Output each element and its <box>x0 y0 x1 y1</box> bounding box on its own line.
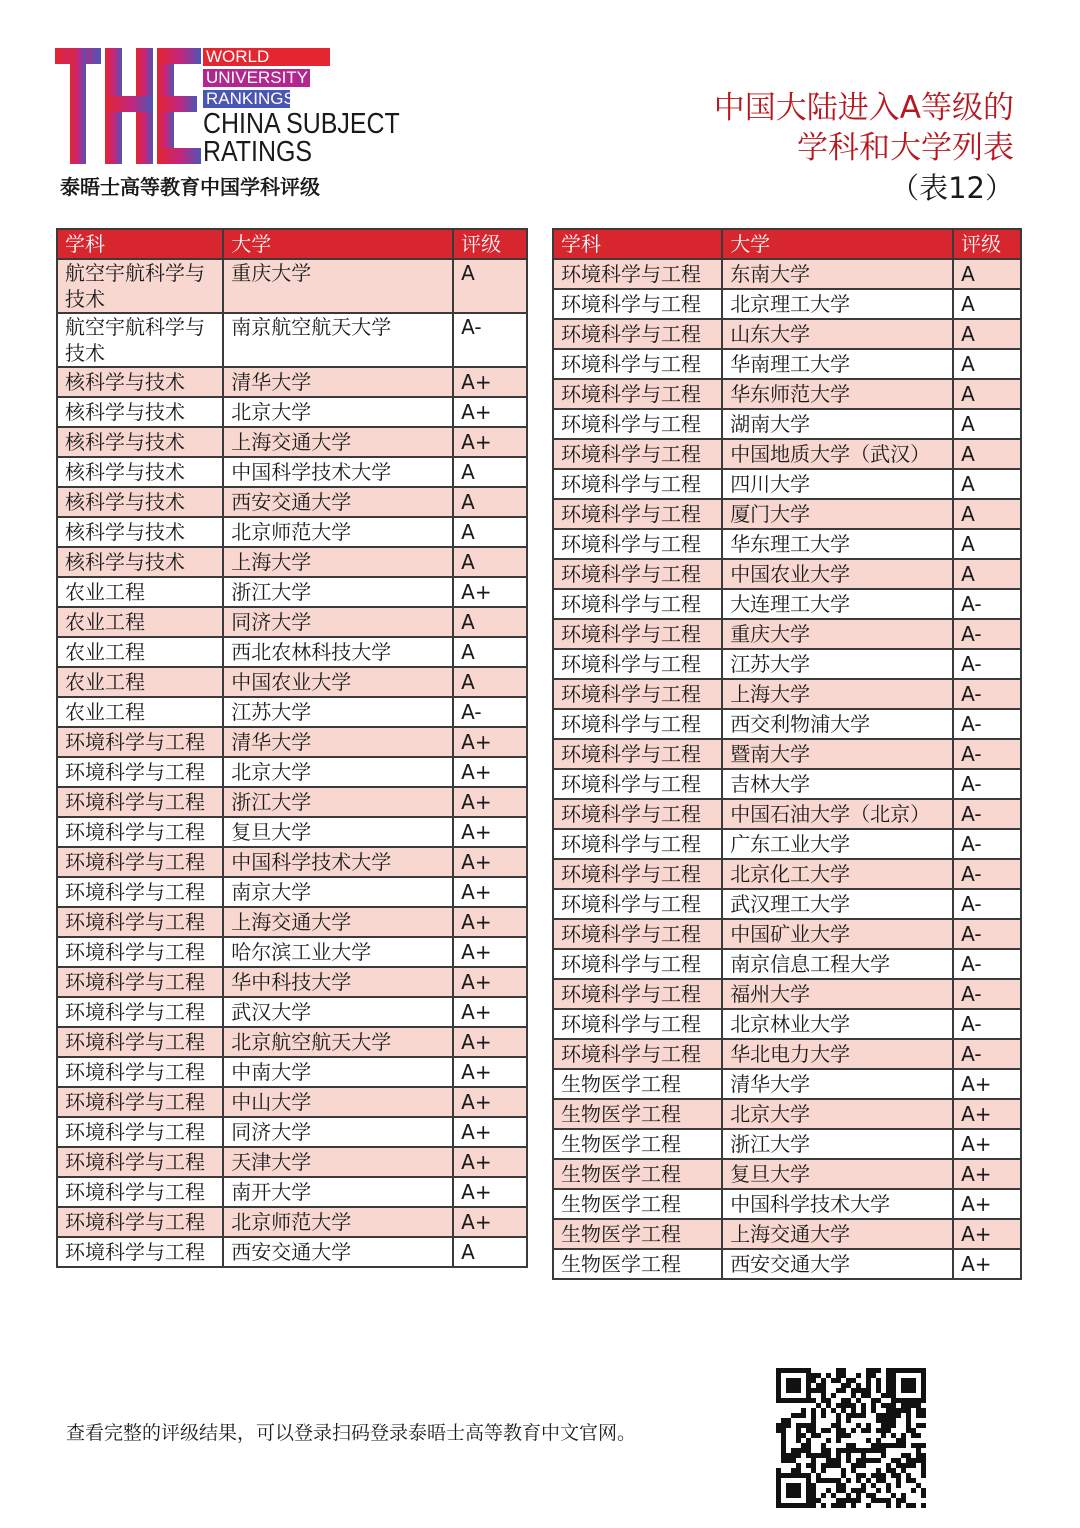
cell-university: 北京大学 <box>223 397 453 427</box>
logo-line-1: CHINA SUBJECT <box>203 108 400 140</box>
table-row <box>57 427 527 457</box>
table-row <box>553 619 1021 649</box>
cell-rating: A+ <box>453 877 527 907</box>
cell-subject: 环境科学与工程 <box>553 889 722 919</box>
table-row <box>57 487 527 517</box>
cell-university: 吉林大学 <box>722 769 953 799</box>
cell-university: 重庆大学 <box>223 259 453 313</box>
logo-tag-world: WORLD <box>203 48 330 66</box>
cell-rating: A <box>453 259 527 313</box>
table-row <box>553 769 1021 799</box>
cell-rating: A <box>953 499 1021 529</box>
cell-university: 中国石油大学（北京） <box>722 799 953 829</box>
cell-subject: 环境科学与工程 <box>57 1117 223 1147</box>
cell-rating: A+ <box>453 967 527 997</box>
table-row <box>553 319 1021 349</box>
cell-rating: A+ <box>953 1099 1021 1129</box>
table-row <box>57 967 527 997</box>
cell-university: 北京化工大学 <box>722 859 953 889</box>
table-row <box>553 1249 1021 1279</box>
cell-university: 武汉大学 <box>223 997 453 1027</box>
cell-university: 上海交通大学 <box>223 907 453 937</box>
cell-subject: 核科学与技术 <box>57 487 223 517</box>
cell-university: 同济大学 <box>223 1117 453 1147</box>
cell-rating: A+ <box>453 757 527 787</box>
right-rating-table <box>552 228 1022 1280</box>
cell-subject: 环境科学与工程 <box>57 907 223 937</box>
cell-rating: A- <box>953 739 1021 769</box>
table-row <box>57 697 527 727</box>
cell-rating: A- <box>953 979 1021 1009</box>
table-row <box>57 1087 527 1117</box>
cell-subject: 环境科学与工程 <box>553 1039 722 1069</box>
cell-university: 重庆大学 <box>722 619 953 649</box>
cell-university: 浙江大学 <box>722 1129 953 1159</box>
page-title <box>714 88 1014 208</box>
cell-subject: 环境科学与工程 <box>57 817 223 847</box>
table-row <box>553 799 1021 829</box>
cell-rating: A- <box>953 799 1021 829</box>
qr-code-icon[interactable] <box>776 1368 926 1508</box>
header-university: 大学 <box>223 229 453 259</box>
cell-rating: A <box>953 529 1021 559</box>
table-row <box>57 937 527 967</box>
cell-university: 厦门大学 <box>722 499 953 529</box>
table-row <box>553 859 1021 889</box>
cell-subject: 环境科学与工程 <box>553 769 722 799</box>
cell-rating: A+ <box>453 577 527 607</box>
cell-university: 江苏大学 <box>722 649 953 679</box>
cell-subject: 环境科学与工程 <box>553 409 722 439</box>
logo-tag-university: UNIVERSITY <box>203 69 310 87</box>
cell-rating: A <box>953 319 1021 349</box>
table-row <box>57 577 527 607</box>
title-line-1: 中国大陆进入A等级的 <box>713 90 1014 126</box>
cell-subject: 环境科学与工程 <box>553 289 722 319</box>
cell-rating: A- <box>953 769 1021 799</box>
title-line-2: 学科和大学列表 <box>797 130 1014 166</box>
table-row <box>553 589 1021 619</box>
cell-rating: A+ <box>453 1147 527 1177</box>
cell-rating: A+ <box>953 1129 1021 1159</box>
header-university: 大学 <box>722 229 953 259</box>
cell-subject: 农业工程 <box>57 637 223 667</box>
table-row <box>57 847 527 877</box>
cell-subject: 核科学与技术 <box>57 457 223 487</box>
cell-university: 上海交通大学 <box>722 1219 953 1249</box>
table-row <box>57 367 527 397</box>
cell-university: 西安交通大学 <box>722 1249 953 1279</box>
cell-subject: 环境科学与工程 <box>553 589 722 619</box>
cell-rating: A- <box>953 679 1021 709</box>
cell-rating: A- <box>953 949 1021 979</box>
table-row <box>553 469 1021 499</box>
table-row <box>57 517 527 547</box>
table-row <box>553 1069 1021 1099</box>
cell-university: 武汉理工大学 <box>722 889 953 919</box>
cell-university: 西安交通大学 <box>223 487 453 517</box>
table-row <box>57 1237 527 1267</box>
cell-rating: A <box>453 547 527 577</box>
cell-rating: A- <box>953 589 1021 619</box>
cell-rating: A <box>453 637 527 667</box>
cell-university: 中国科学技术大学 <box>223 457 453 487</box>
cell-subject: 环境科学与工程 <box>553 379 722 409</box>
cell-rating: A <box>953 259 1021 289</box>
cell-university: 北京大学 <box>223 757 453 787</box>
table-row <box>553 409 1021 439</box>
cell-university: 南京航空航天大学 <box>223 313 453 367</box>
cell-university: 中山大学 <box>223 1087 453 1117</box>
cell-subject: 生物医学工程 <box>553 1249 722 1279</box>
cell-university: 清华大学 <box>722 1069 953 1099</box>
cell-university: 清华大学 <box>223 727 453 757</box>
table-row <box>57 313 527 367</box>
cell-subject: 核科学与技术 <box>57 547 223 577</box>
cell-rating: A- <box>953 889 1021 919</box>
cell-university: 华南理工大学 <box>722 349 953 379</box>
cell-subject: 环境科学与工程 <box>57 727 223 757</box>
cell-subject: 环境科学与工程 <box>553 739 722 769</box>
cell-rating: A <box>453 1237 527 1267</box>
table-row <box>553 889 1021 919</box>
cell-rating: A <box>953 439 1021 469</box>
cell-rating: A+ <box>453 1057 527 1087</box>
cell-university: 中国矿业大学 <box>722 919 953 949</box>
cell-subject: 农业工程 <box>57 697 223 727</box>
cell-subject: 农业工程 <box>57 577 223 607</box>
cell-university: 南开大学 <box>223 1177 453 1207</box>
cell-rating: A+ <box>453 817 527 847</box>
cell-rating: A+ <box>453 367 527 397</box>
cell-subject: 环境科学与工程 <box>553 499 722 529</box>
cell-subject: 生物医学工程 <box>553 1219 722 1249</box>
cell-subject: 环境科学与工程 <box>57 967 223 997</box>
cell-university: 华东师范大学 <box>722 379 953 409</box>
cell-university: 中国地质大学（武汉） <box>722 439 953 469</box>
cell-university: 西交利物浦大学 <box>722 709 953 739</box>
cell-subject: 环境科学与工程 <box>57 1177 223 1207</box>
cell-university: 北京师范大学 <box>223 1207 453 1237</box>
logo-tag-rankings: RANKINGS <box>203 90 290 108</box>
table-row <box>57 637 527 667</box>
cell-university: 中国科学技术大学 <box>223 847 453 877</box>
cell-subject: 农业工程 <box>57 607 223 637</box>
cell-subject: 环境科学与工程 <box>553 859 722 889</box>
cell-university: 江苏大学 <box>223 697 453 727</box>
table-row <box>553 829 1021 859</box>
cell-subject: 环境科学与工程 <box>553 979 722 1009</box>
cell-university: 中国农业大学 <box>722 559 953 589</box>
cell-rating: A- <box>953 1039 1021 1069</box>
table-row <box>553 1009 1021 1039</box>
header-rating: 评级 <box>953 229 1021 259</box>
header-subject: 学科 <box>553 229 722 259</box>
table-row <box>57 1027 527 1057</box>
cell-subject: 核科学与技术 <box>57 397 223 427</box>
logo-line-2: RATINGS <box>203 136 313 168</box>
cell-university: 南京信息工程大学 <box>722 949 953 979</box>
cell-rating: A <box>453 487 527 517</box>
cell-university: 华东理工大学 <box>722 529 953 559</box>
cell-subject: 环境科学与工程 <box>553 799 722 829</box>
cell-rating: A- <box>453 697 527 727</box>
cell-rating: A+ <box>453 1027 527 1057</box>
cell-rating: A- <box>953 829 1021 859</box>
table-row <box>553 649 1021 679</box>
table-row <box>553 259 1021 289</box>
table-row <box>553 439 1021 469</box>
cell-subject: 环境科学与工程 <box>553 529 722 559</box>
cell-rating: A- <box>953 709 1021 739</box>
cell-university: 北京师范大学 <box>223 517 453 547</box>
cell-subject: 环境科学与工程 <box>553 349 722 379</box>
cell-university: 湖南大学 <box>722 409 953 439</box>
cell-subject: 生物医学工程 <box>553 1069 722 1099</box>
table-row <box>57 787 527 817</box>
cell-rating: A+ <box>453 997 527 1027</box>
table-row <box>553 559 1021 589</box>
footer-note: 查看完整的评级结果，可以登录扫码登录泰晤士高等教育中文官网。 <box>66 1422 637 1444</box>
cell-subject: 农业工程 <box>57 667 223 697</box>
cell-rating: A+ <box>953 1249 1021 1279</box>
table-row <box>553 949 1021 979</box>
cell-rating: A+ <box>453 1177 527 1207</box>
cell-subject: 环境科学与工程 <box>57 757 223 787</box>
cell-rating: A- <box>953 649 1021 679</box>
table-row <box>57 1207 527 1237</box>
the-logo-mark <box>55 46 205 164</box>
header-subject: 学科 <box>57 229 223 259</box>
cell-rating: A+ <box>453 397 527 427</box>
table-header-row <box>57 229 527 259</box>
logo-subtitle: 泰晤士高等教育中国学科评级 <box>60 175 320 199</box>
cell-subject: 环境科学与工程 <box>553 1009 722 1039</box>
cell-university: 福州大学 <box>722 979 953 1009</box>
table-row <box>57 1177 527 1207</box>
table-row <box>57 997 527 1027</box>
cell-rating: A <box>453 517 527 547</box>
table-row <box>57 259 527 313</box>
cell-subject: 环境科学与工程 <box>553 709 722 739</box>
cell-rating: A <box>953 559 1021 589</box>
cell-university: 哈尔滨工业大学 <box>223 937 453 967</box>
cell-rating: A+ <box>953 1189 1021 1219</box>
table-row <box>553 349 1021 379</box>
table-row <box>553 1219 1021 1249</box>
cell-subject: 环境科学与工程 <box>553 919 722 949</box>
cell-university: 华北电力大学 <box>722 1039 953 1069</box>
cell-rating: A+ <box>453 1117 527 1147</box>
cell-subject: 航空宇航科学与技术 <box>57 259 223 313</box>
cell-rating: A <box>953 349 1021 379</box>
cell-subject: 环境科学与工程 <box>553 679 722 709</box>
cell-university: 上海交通大学 <box>223 427 453 457</box>
cell-university: 广东工业大学 <box>722 829 953 859</box>
cell-university: 同济大学 <box>223 607 453 637</box>
cell-university: 东南大学 <box>722 259 953 289</box>
table-row <box>57 1147 527 1177</box>
cell-subject: 航空宇航科学与技术 <box>57 313 223 367</box>
table-row <box>553 1159 1021 1189</box>
cell-rating: A+ <box>453 907 527 937</box>
table-row <box>553 1039 1021 1069</box>
table-row <box>553 1129 1021 1159</box>
cell-university: 上海大学 <box>722 679 953 709</box>
cell-rating: A <box>953 469 1021 499</box>
table-row <box>553 919 1021 949</box>
cell-university: 华中科技大学 <box>223 967 453 997</box>
cell-subject: 环境科学与工程 <box>57 847 223 877</box>
cell-subject: 环境科学与工程 <box>57 1027 223 1057</box>
table-row <box>57 1057 527 1087</box>
cell-university: 西北农林科技大学 <box>223 637 453 667</box>
logo-text <box>203 110 400 166</box>
table-row <box>553 529 1021 559</box>
cell-rating: A+ <box>953 1069 1021 1099</box>
cell-university: 中南大学 <box>223 1057 453 1087</box>
cell-rating: A- <box>953 1009 1021 1039</box>
table-row <box>57 607 527 637</box>
table-header-row <box>553 229 1021 259</box>
cell-university: 浙江大学 <box>223 577 453 607</box>
cell-university: 山东大学 <box>722 319 953 349</box>
cell-subject: 环境科学与工程 <box>553 649 722 679</box>
table-row <box>553 739 1021 769</box>
table-row <box>57 817 527 847</box>
cell-rating: A- <box>453 313 527 367</box>
table-row <box>553 709 1021 739</box>
cell-subject: 环境科学与工程 <box>57 1207 223 1237</box>
cell-university: 中国农业大学 <box>223 667 453 697</box>
cell-rating: A <box>953 409 1021 439</box>
table-row <box>57 1117 527 1147</box>
table-row <box>57 457 527 487</box>
cell-rating: A+ <box>453 937 527 967</box>
table-row <box>553 1189 1021 1219</box>
cell-rating: A+ <box>453 1087 527 1117</box>
header-rating: 评级 <box>453 229 527 259</box>
table-row <box>57 727 527 757</box>
cell-rating: A- <box>953 619 1021 649</box>
table-row <box>57 397 527 427</box>
table-row <box>553 979 1021 1009</box>
table-row <box>57 877 527 907</box>
cell-subject: 生物医学工程 <box>553 1099 722 1129</box>
cell-subject: 环境科学与工程 <box>553 469 722 499</box>
cell-rating: A <box>953 289 1021 319</box>
cell-university: 复旦大学 <box>223 817 453 847</box>
cell-subject: 环境科学与工程 <box>57 1147 223 1177</box>
cell-university: 大连理工大学 <box>722 589 953 619</box>
cell-subject: 环境科学与工程 <box>57 1087 223 1117</box>
cell-university: 南京大学 <box>223 877 453 907</box>
cell-subject: 核科学与技术 <box>57 367 223 397</box>
cell-subject: 环境科学与工程 <box>57 787 223 817</box>
cell-university: 北京航空航天大学 <box>223 1027 453 1057</box>
cell-subject: 环境科学与工程 <box>553 829 722 859</box>
cell-subject: 生物医学工程 <box>553 1189 722 1219</box>
cell-university: 北京林业大学 <box>722 1009 953 1039</box>
cell-rating: A+ <box>453 787 527 817</box>
cell-subject: 生物医学工程 <box>553 1159 722 1189</box>
table-row <box>553 679 1021 709</box>
cell-rating: A <box>453 667 527 697</box>
logo-tags <box>203 48 330 111</box>
cell-rating: A+ <box>953 1159 1021 1189</box>
cell-rating: A <box>453 457 527 487</box>
cell-subject: 环境科学与工程 <box>553 619 722 649</box>
cell-university: 北京大学 <box>722 1099 953 1129</box>
table-row <box>57 907 527 937</box>
left-rating-table <box>56 228 528 1268</box>
cell-rating: A- <box>953 919 1021 949</box>
cell-subject: 环境科学与工程 <box>57 937 223 967</box>
cell-subject: 核科学与技术 <box>57 517 223 547</box>
cell-rating: A+ <box>453 727 527 757</box>
cell-university: 天津大学 <box>223 1147 453 1177</box>
table-row <box>57 547 527 577</box>
cell-university: 清华大学 <box>223 367 453 397</box>
cell-subject: 环境科学与工程 <box>57 1057 223 1087</box>
cell-university: 暨南大学 <box>722 739 953 769</box>
table-row <box>57 667 527 697</box>
cell-subject: 环境科学与工程 <box>553 439 722 469</box>
cell-rating: A+ <box>453 1207 527 1237</box>
table-row <box>57 757 527 787</box>
cell-rating: A+ <box>953 1219 1021 1249</box>
table-row <box>553 289 1021 319</box>
cell-subject: 环境科学与工程 <box>553 949 722 979</box>
title-line-3: （表12） <box>890 171 1014 205</box>
cell-rating: A+ <box>453 847 527 877</box>
cell-subject: 生物医学工程 <box>553 1129 722 1159</box>
cell-subject: 环境科学与工程 <box>553 259 722 289</box>
cell-subject: 环境科学与工程 <box>57 1237 223 1267</box>
cell-rating: A- <box>953 859 1021 889</box>
table-row <box>553 379 1021 409</box>
cell-university: 中国科学技术大学 <box>722 1189 953 1219</box>
cell-university: 上海大学 <box>223 547 453 577</box>
cell-subject: 环境科学与工程 <box>553 559 722 589</box>
cell-subject: 环境科学与工程 <box>57 877 223 907</box>
table-row <box>553 499 1021 529</box>
cell-subject: 核科学与技术 <box>57 427 223 457</box>
cell-subject: 环境科学与工程 <box>57 997 223 1027</box>
cell-subject: 环境科学与工程 <box>553 319 722 349</box>
cell-rating: A+ <box>453 427 527 457</box>
cell-rating: A <box>953 379 1021 409</box>
cell-university: 西安交通大学 <box>223 1237 453 1267</box>
cell-university: 北京理工大学 <box>722 289 953 319</box>
cell-university: 复旦大学 <box>722 1159 953 1189</box>
table-row <box>553 1099 1021 1129</box>
cell-rating: A <box>453 607 527 637</box>
cell-university: 浙江大学 <box>223 787 453 817</box>
cell-university: 四川大学 <box>722 469 953 499</box>
